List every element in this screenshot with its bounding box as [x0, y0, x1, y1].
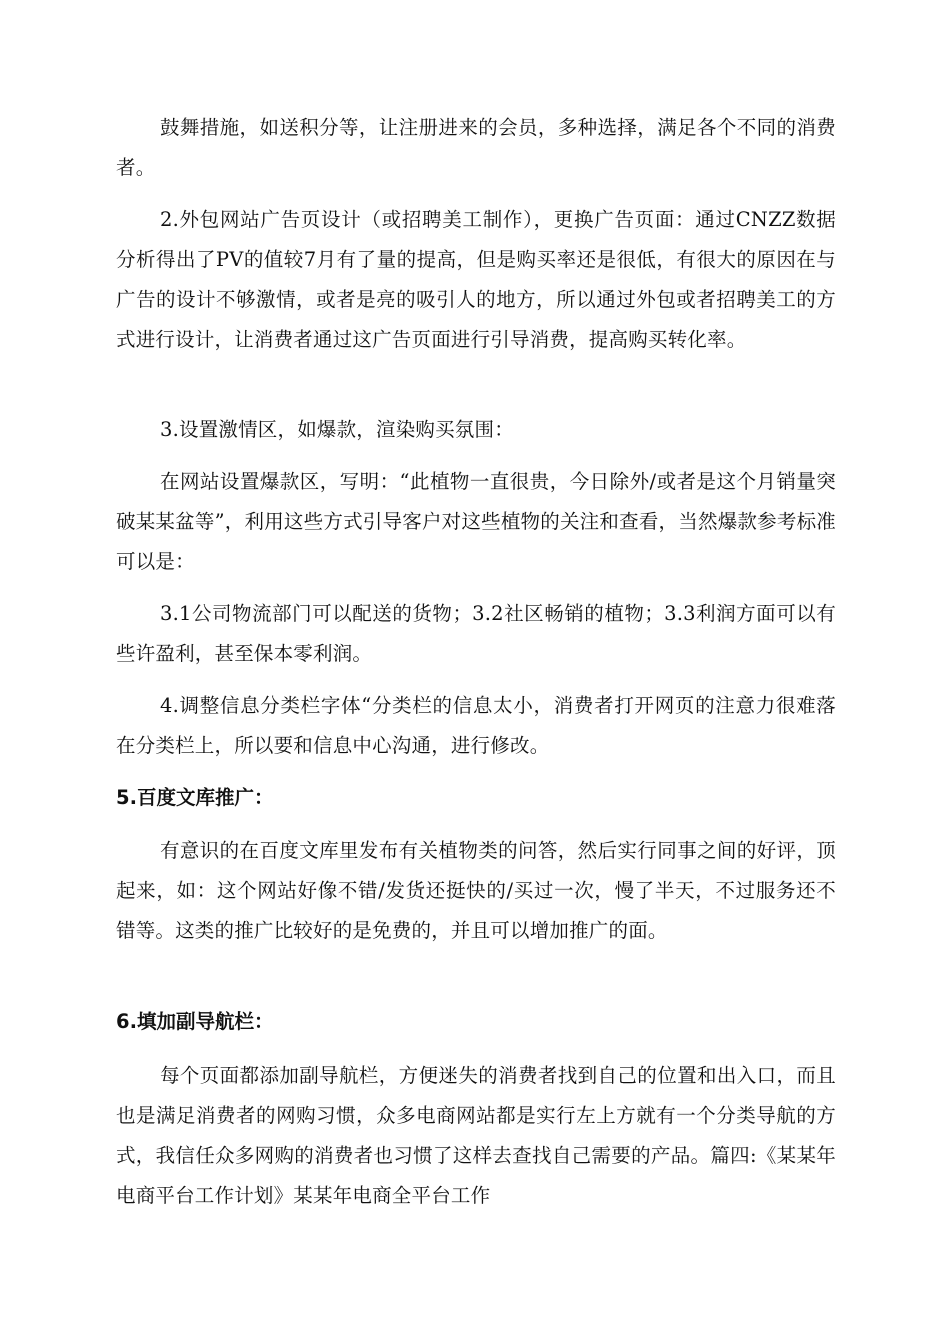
heading-baidu-wenku: 5.百度文库推广：	[116, 786, 274, 809]
paragraph-hot-criteria: 3.1公司物流部门可以配送的货物；3.2社区畅销的植物；3.3利润方面可以有些许盈利，甚至保本零利润。	[116, 602, 836, 665]
paragraph-category-font: 4.调整信息分类栏字体“分类栏的信息太小，消费者打开网页的注意力很难落在分类栏上，所以要和信息中心沟通，进行修改。	[116, 694, 836, 757]
paragraph-incentives: 鼓舞措施，如送积分等，让注册进来的会员，多种选择，满足各个不同的消费者。	[116, 116, 836, 179]
paragraph-ad-page-design: 2.外包网站广告页设计（或招聘美工制作），更换广告页面：通过CNZZ数据分析得出了PV的值较7月有了量的提高，但是购买率还是很低，有很大的原因在与广告的设计不够激情，或者是亮的吸引人的地方，所以通过外包或者招聘美工的方式进行设计，让消费者通过这广告页面进行引导消费，提高购买转化率。	[116, 208, 836, 351]
paragraph-sub-navigation: 每个页面都添加副导航栏，方便迷失的消费者找到自己的位置和出入口，而且也是满足消费者的网购习惯，众多电商网站都是实行左上方就有一个分类导航的方式，我信任众多网购的消费者也习惯了这样去查找自己需要的产品。篇四:《某某年电商平台工作计划》某某年电商全平台工作	[116, 1064, 836, 1207]
paragraph-baidu-wenku: 有意识的在百度文库里发布有关植物类的问答，然后实行同事之间的好评，顶起来，如：这个网站好像不错/发货还挺快的/买过一次，慢了半天，不过服务还不错等。这类的推广比较好的是免费的，并且可以增加推广的面。	[116, 839, 836, 942]
paragraph-hot-zone-title: 3.设置激情区，如爆款，渲染购买氛围：	[160, 418, 514, 441]
heading-sub-navigation: 6.填加副导航栏：	[116, 1010, 274, 1033]
paragraph-hot-zone-detail: 在网站设置爆款区，写明：“此植物一直很贵，今日除外/或者是这个月销量突破某某盆等”，利用这些方式引导客户对这些植物的关注和查看，当然爆款参考标准可以是：	[116, 470, 836, 573]
